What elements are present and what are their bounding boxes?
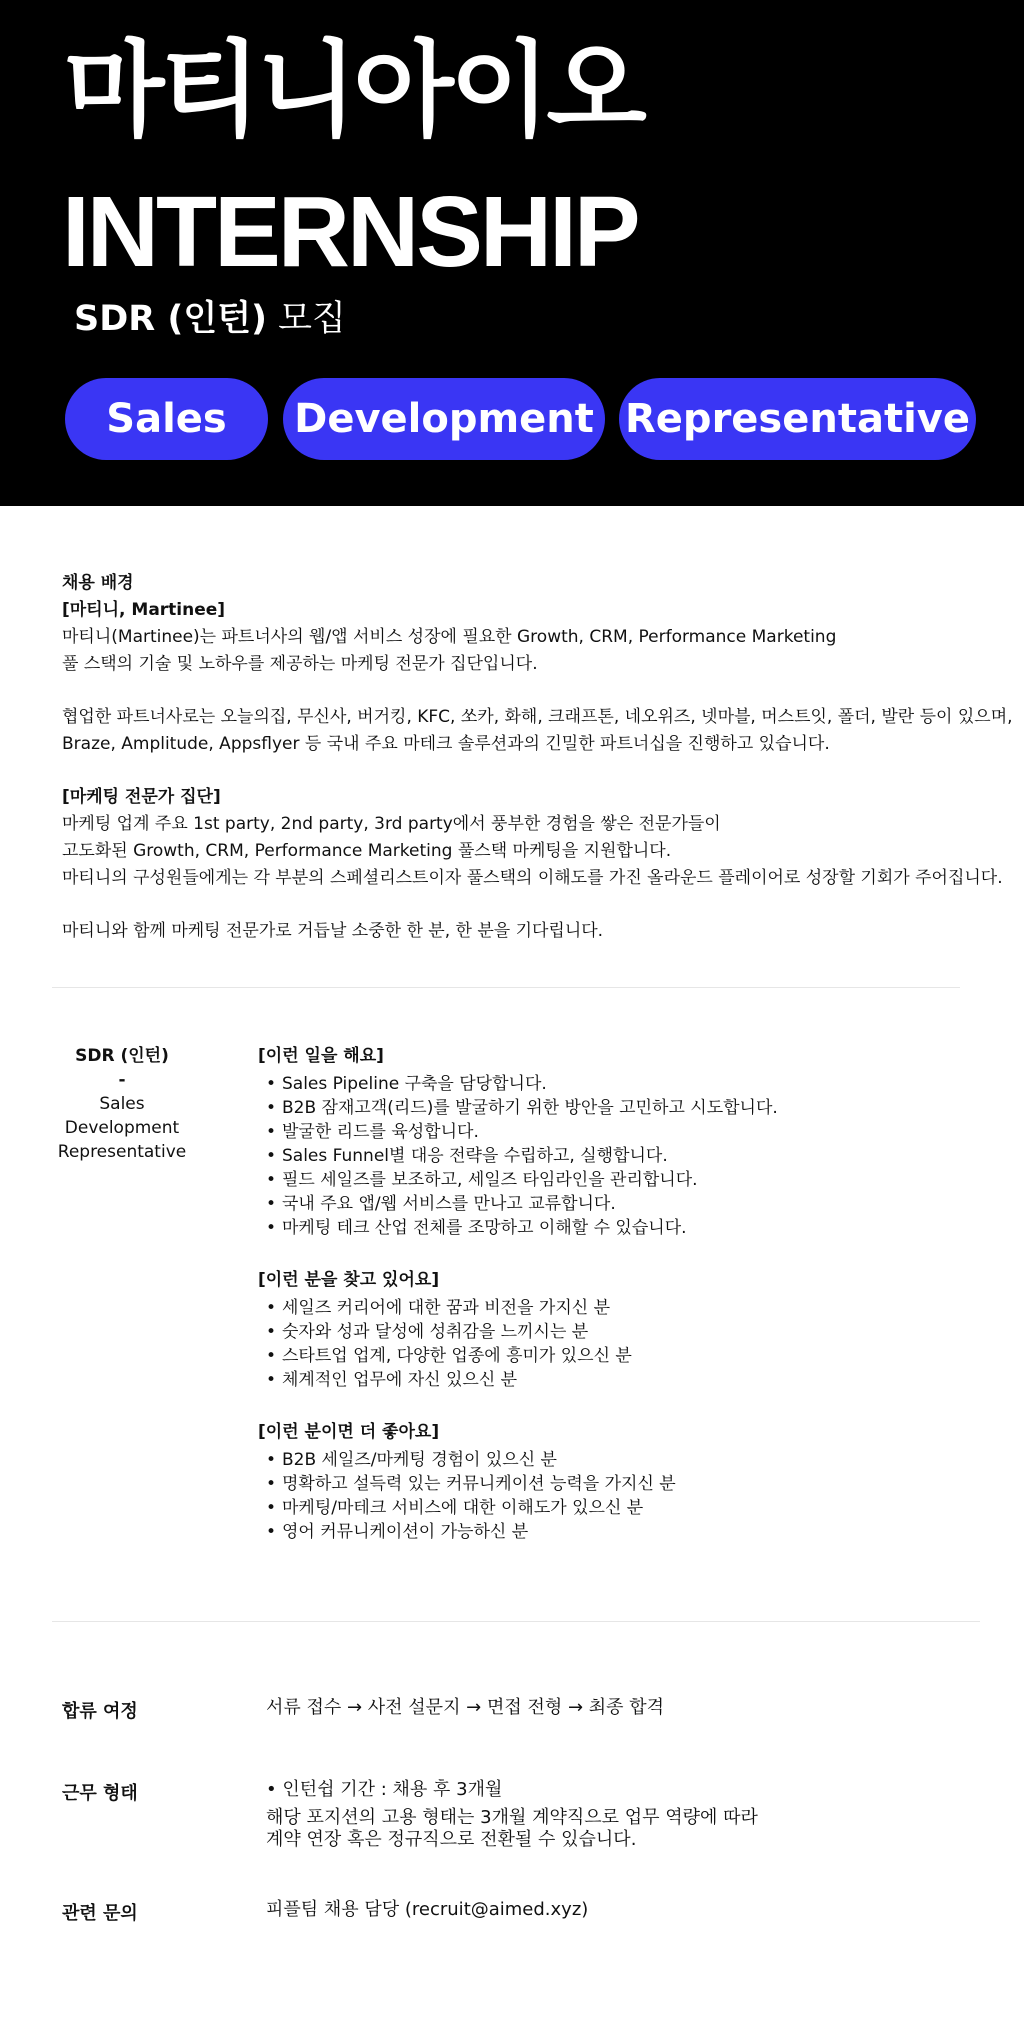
- expert-line: 마케팅 업계 주요 1st party, 2nd party, 3rd party에서 풍부한 경험을 쌓은 전문가들이: [62, 814, 721, 834]
- background-heading: 채용 배경: [62, 573, 134, 593]
- work-type-line: 계약 연장 혹은 정규직으로 전환될 수 있습니다.: [266, 1829, 637, 1850]
- intro-line: 풀 스택의 기술 및 노하우를 제공하는 마케팅 전문가 집단입니다.: [62, 654, 538, 674]
- work-type-value: [266, 1779, 758, 1851]
- section-divider: [52, 987, 960, 988]
- hero-title-korean: 마티니아이오: [64, 29, 643, 151]
- company-heading: [마티니, Martinee]: [62, 600, 226, 620]
- list-item: • Sales Funnel별 대응 전략을 수립하고, 실행합니다.: [258, 1144, 958, 1168]
- closing-line: 마티니와 함께 마케팅 전문가로 거듭날 소중한 한 분, 한 분을 기다립니다.: [62, 921, 604, 941]
- duties-heading: [이런 일을 해요]: [258, 1046, 384, 1066]
- list-item: • 발굴한 리드를 육성합니다.: [258, 1120, 958, 1144]
- pill-development: Development: [283, 378, 605, 460]
- list-item: • 영어 커뮤니케이션이 가능하신 분: [258, 1520, 958, 1544]
- list-item: • 스타트업 업계, 다양한 업종에 흥미가 있으신 분: [258, 1344, 958, 1368]
- role-dash: -: [118, 1070, 126, 1090]
- pill-representative: Representative: [619, 378, 976, 460]
- looking-block: [258, 1268, 958, 1392]
- duties-list: [258, 1072, 958, 1240]
- expert-line: 마티니의 구성원들에게는 각 부분의 스페셜리스트이자 풀스택의 이해도를 가진 올라운드 플레이어로 성장할 기회가 주어집니다.: [62, 868, 1003, 888]
- list-item: • B2B 잠재고객(리드)를 발굴하기 위한 방안을 고민하고 시도합니다.: [258, 1096, 958, 1120]
- hero-banner: [0, 0, 1024, 506]
- work-type-bullet: • 인턴쉽 기간 : 채용 후 3개월: [266, 1779, 503, 1800]
- hero-title-english: INTERNSHIP: [62, 176, 638, 288]
- work-type-line: 해당 포지션의 고용 형태는 3개월 계약직으로 업무 역량에 따라: [266, 1807, 758, 1828]
- partner-line: 협업한 파트너사로는 오늘의집, 무신사, 버거킹, KFC, 쏘카, 화해, 크래프톤, 네오위즈, 넷마블, 머스트잇, 폴더, 발란 등이 있으며,: [62, 707, 1013, 727]
- expert-line: 고도화된 Growth, CRM, Performance Marketing 풀스택 마케팅을 지원합니다.: [62, 841, 672, 861]
- job-details: [258, 1044, 958, 1572]
- partner-line: Braze, Amplitude, Appsflyer 등 국내 주요 마테크 솔루션과의 긴밀한 파트너십을 진행하고 있습니다.: [62, 734, 830, 754]
- expert-heading: [마케팅 전문가 집단]: [62, 787, 221, 807]
- looking-list: [258, 1296, 958, 1392]
- looking-heading: [이런 분을 찾고 있어요]: [258, 1270, 440, 1290]
- preferred-block: [258, 1420, 958, 1544]
- duties-block: [258, 1044, 958, 1240]
- list-item: • Sales Pipeline 구축을 담당합니다.: [258, 1072, 958, 1096]
- list-item: • 세일즈 커리어에 대한 꿈과 비전을 가지신 분: [258, 1296, 958, 1320]
- hero-subtitle: [74, 299, 346, 339]
- work-type-label: 근무 형태: [62, 1783, 138, 1804]
- contact-label: 관련 문의: [62, 1903, 138, 1924]
- role-line: Development: [64, 1118, 180, 1138]
- contact-value: 피플팀 채용 담당 (recruit@aimed.xyz): [266, 1899, 589, 1920]
- list-item: • 체계적인 업무에 자신 있으신 분: [258, 1368, 958, 1392]
- role-line: Sales: [99, 1094, 145, 1114]
- list-item: • 마케팅/마테크 서비스에 대한 이해도가 있으신 분: [258, 1496, 958, 1520]
- preferred-heading: [이런 분이면 더 좋아요]: [258, 1422, 440, 1442]
- list-item: • 마케팅 테크 산업 전체를 조망하고 이해할 수 있습니다.: [258, 1216, 958, 1240]
- role-label: [52, 1044, 192, 1164]
- pill-sales: Sales: [65, 378, 268, 460]
- list-item: • 명확하고 설득력 있는 커뮤니케이션 능력을 가지신 분: [258, 1472, 958, 1496]
- list-item: • B2B 세일즈/마케팅 경험이 있으신 분: [258, 1448, 958, 1472]
- process-value: 서류 접수 → 사전 설문지 → 면접 전형 → 최종 합격: [266, 1697, 665, 1718]
- role-title: SDR (인턴): [75, 1046, 169, 1066]
- hero-subtitle-role: SDR (인턴): [74, 299, 268, 339]
- hero-subtitle-rest: 모집: [278, 299, 346, 339]
- process-label: 합류 여정: [62, 1701, 138, 1722]
- intro-line: 마티니(Martinee)는 파트너사의 웹/앱 서비스 성장에 필요한 Growth, CRM, Performance Marketing: [62, 627, 837, 647]
- preferred-list: [258, 1448, 958, 1544]
- role-line: Representative: [57, 1142, 187, 1162]
- list-item: • 국내 주요 앱/웹 서비스를 만나고 교류합니다.: [258, 1192, 958, 1216]
- section-divider: [52, 1621, 980, 1622]
- list-item: • 필드 세일즈를 보조하고, 세일즈 타임라인을 관리합니다.: [258, 1168, 958, 1192]
- hiring-background-section: [62, 570, 1013, 945]
- list-item: • 숫자와 성과 달성에 성취감을 느끼시는 분: [258, 1320, 958, 1344]
